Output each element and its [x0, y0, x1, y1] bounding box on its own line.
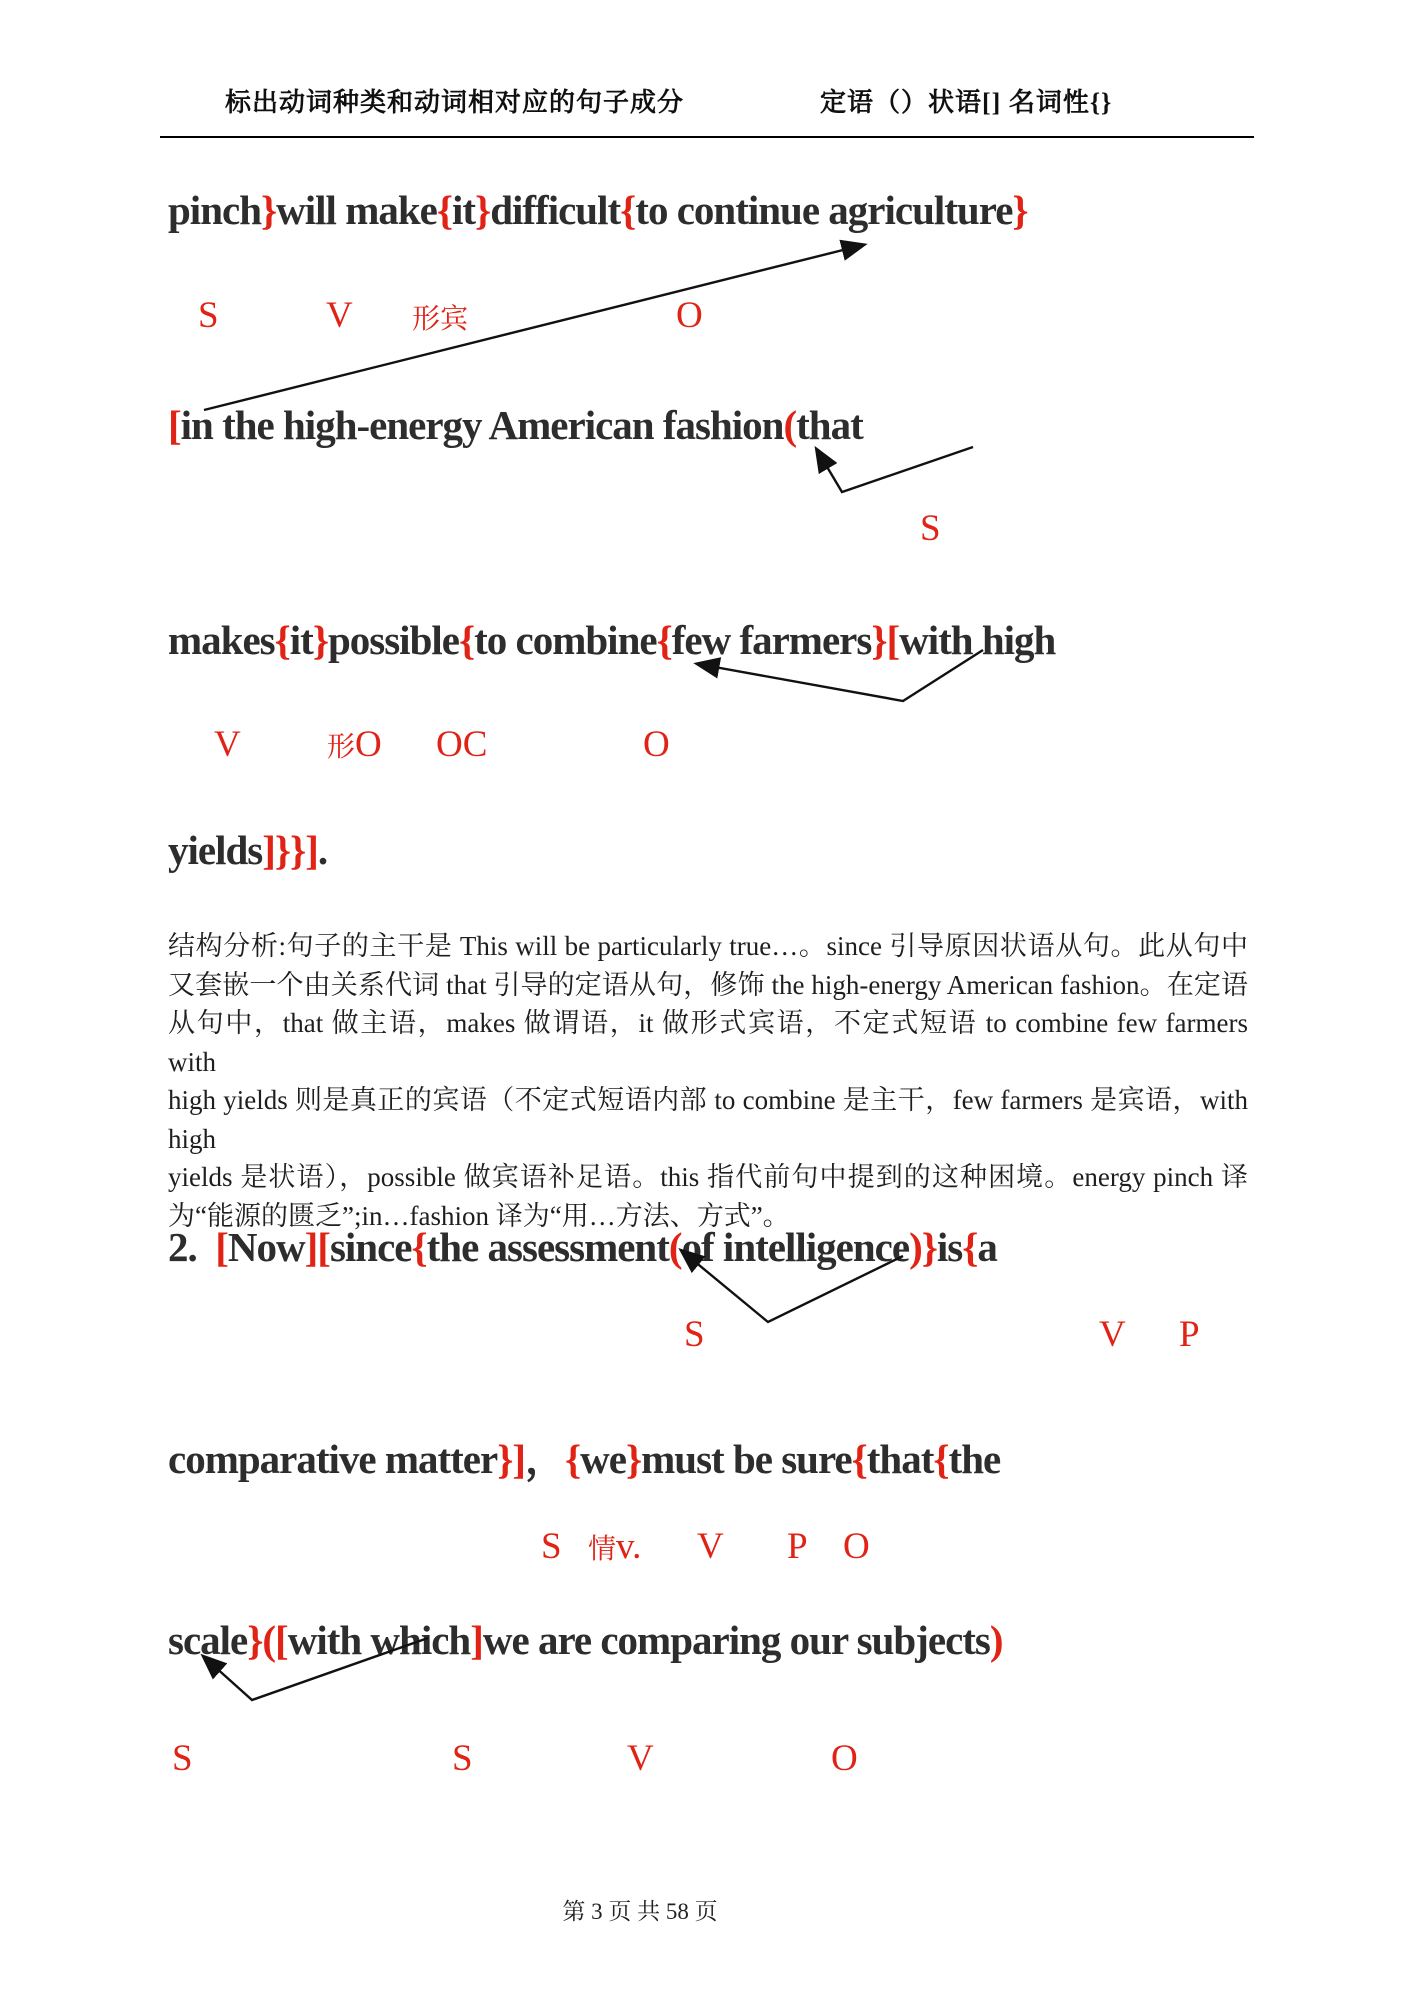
- label-subject-5b: S: [452, 1738, 473, 1779]
- label-subject-fashion-clause: S: [920, 508, 941, 549]
- label-object-5: O: [831, 1738, 858, 1779]
- label-predicative-4: P: [787, 1526, 808, 1567]
- analysis-line: yields 是状语），possible 做宾语补足语。this 指代前句中提到的这种困境。energy pinch 译: [168, 1162, 1248, 1192]
- label-modal-verb-4: 情v.: [588, 1526, 642, 1567]
- label-verb-3: V: [1099, 1314, 1126, 1355]
- label-predicative-3: P: [1179, 1314, 1200, 1355]
- label-xingbin-1: 形宾: [412, 304, 469, 335]
- page-number: 第 3 页 共 58 页: [562, 1899, 718, 1924]
- structure-analysis-paragraph: [168, 927, 1248, 1235]
- arrow-pinch-clause: [204, 245, 863, 410]
- analysis-line: 又套嵌一个由关系代词 that 引导的定语从句，修饰 the high-energy American fashion。在定语: [168, 969, 1248, 1000]
- label-object-complement-2: OC: [436, 724, 488, 765]
- arrow-that-to-fashion: [817, 447, 973, 492]
- label-xing-o-2: 形O: [327, 724, 382, 765]
- label-verb-2: V: [214, 724, 241, 765]
- sentence-line-4: yields]}}].: [168, 827, 328, 873]
- analysis-line: 为“能源的匮乏”;in…fashion 译为“用…方法、方式”。: [168, 1200, 790, 1231]
- label-verb-4: V: [697, 1526, 724, 1567]
- sentence-line-1: pinch}will make{it}difficult{to continue agriculture}: [168, 187, 1028, 233]
- label-subject-4: S: [541, 1526, 562, 1567]
- label-verb-5: V: [627, 1738, 654, 1779]
- analysis-line: 从句中，that 做主语，makes 做谓语，it 做形式宾语，不定式短语 to combine few farmers with: [168, 1008, 1248, 1077]
- header-legend-right: 定语（）状语[] 名词性{}: [820, 88, 1113, 117]
- label-object-2: O: [643, 724, 670, 765]
- analysis-line: 结构分析:句子的主干是 This will be particularly true…。since 引导原因状语从句。此从句中: [168, 931, 1248, 961]
- sentence-line-2: [in the high-energy American fashion(that: [168, 402, 863, 448]
- label-subject-5a: S: [172, 1738, 193, 1779]
- analysis-line: high yields 则是真正的宾语（不定式短语内部 to combine 是主干，few farmers 是宾语，with high: [168, 1085, 1248, 1154]
- label-object-4: O: [843, 1526, 870, 1567]
- sentence-line-3: makes{it}possible{to combine{few farmers}[with high: [168, 617, 1056, 663]
- label-verb-1: V: [326, 295, 353, 336]
- sentence-line-7: scale}([with which]we are comparing our subjects): [168, 1617, 1003, 1663]
- sentence-line-6: comparative matter}]，{we}must be sure{that{the: [168, 1436, 1001, 1482]
- label-subject-3: S: [684, 1314, 705, 1355]
- label-object-1: O: [676, 295, 703, 336]
- sentence-line-5-item-2: 2. [Now][since{the assessment(of intelligence)}is{a: [168, 1224, 997, 1270]
- header-title-left: 标出动词种类和动词相对应的句子成分: [225, 88, 685, 117]
- header-rule: [160, 136, 1254, 138]
- label-subject-1: S: [198, 295, 219, 336]
